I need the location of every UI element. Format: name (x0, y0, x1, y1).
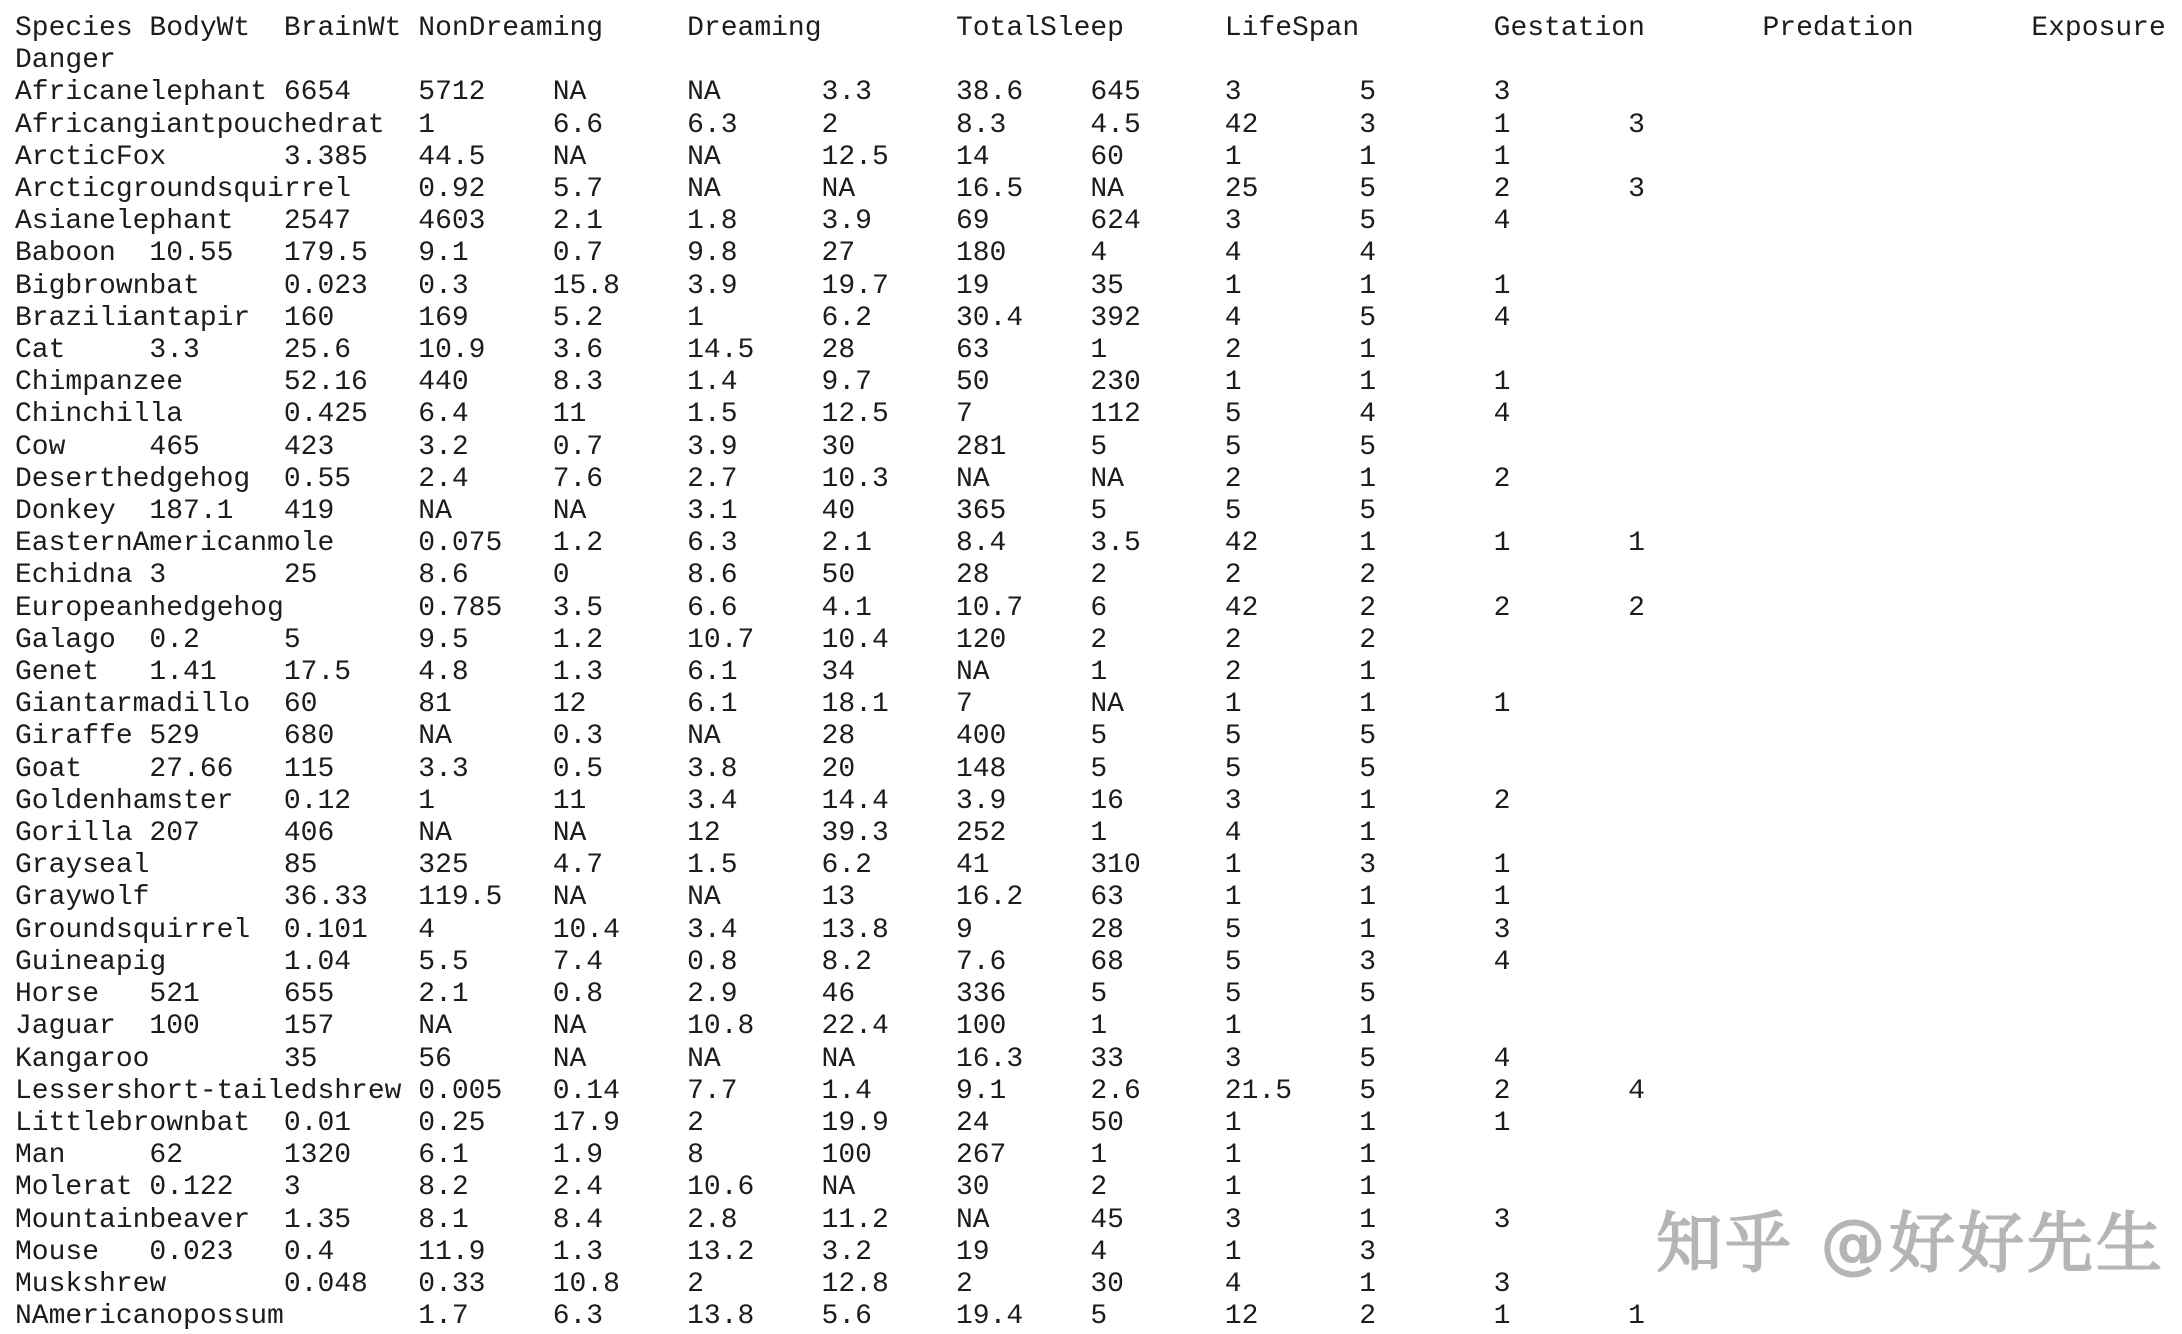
table-row: Mountainbeaver 1.35 8.1 8.4 2.8 11.2 NA 45 3 1 3 (15, 1204, 1511, 1236)
zhihu-watermark: 知乎 @好好先生 (1656, 1205, 2165, 1282)
table-row: Braziliantapir 160 169 5.2 1 6.2 30.4 392 4 5 4 (15, 302, 1511, 334)
table-row: Echidna 3 25 8.6 0 8.6 50 28 2 2 2 (15, 560, 1377, 592)
table-row: Asianelephant 2547 4603 2.1 1.8 3.9 69 624 3 5 4 (15, 206, 1511, 238)
table-row: Bigbrownbat 0.023 0.3 15.8 3.9 19.7 19 35 1 1 1 (15, 270, 1511, 302)
table-header-line-1: Species BodyWt BrainWt NonDreaming Dreaming TotalSleep LifeSpan Gestation Predation Exposure (15, 13, 2166, 44)
table-row: Cow 465 423 3.2 0.7 3.9 30 281 5 5 5 (15, 431, 1377, 463)
table-row: Deserthedgehog 0.55 2.4 7.6 2.7 10.3 NA NA 2 1 2 (15, 463, 1511, 495)
table-row: Horse 521 655 2.1 0.8 2.9 46 336 5 5 5 (15, 979, 1377, 1011)
table-row: Chinchilla 0.425 6.4 11 1.5 12.5 7 112 5 4 4 (15, 399, 1511, 431)
table-row: Africanelephant 6654 5712 NA NA 3.3 38.6 645 3 5 3 (15, 77, 1511, 109)
table-row: Molerat 0.122 3 8.2 2.4 10.6 NA 30 2 1 1 (15, 1172, 1377, 1204)
table-row: Genet 1.41 17.5 4.8 1.3 6.1 34 NA 1 2 1 (15, 657, 1377, 689)
table-row: Goat 27.66 115 3.3 0.5 3.8 20 148 5 5 5 (15, 753, 1377, 785)
table-row: Arcticgroundsquirrel 0.92 5.7 NA NA 16.5 NA 25 5 2 3 (15, 174, 1645, 206)
table-row: Man 62 1320 6.1 1.9 8 100 267 1 1 1 (15, 1140, 1377, 1172)
table-row: Muskshrew 0.048 0.33 10.8 2 12.8 2 30 4 1 3 (15, 1268, 1511, 1300)
table-row: Chimpanzee 52.16 440 8.3 1.4 9.7 50 230 1 1 1 (15, 367, 1511, 399)
table-row: Graywolf 36.33 119.5 NA NA 13 16.2 63 1 1 1 (15, 882, 1511, 914)
table-row: Baboon 10.55 179.5 9.1 0.7 9.8 27 180 4 4 4 (15, 238, 1377, 270)
table-row: Africangiantpouchedrat 1 6.6 6.3 2 8.3 4.5 42 3 1 3 (15, 109, 1645, 141)
table-row: Groundsquirrel 0.101 4 10.4 3.4 13.8 9 28 5 1 3 (15, 914, 1511, 946)
table-row: Guineapig 1.04 5.5 7.4 0.8 8.2 7.6 68 5 3 4 (15, 946, 1511, 978)
table-row: Europeanhedgehog 0.785 3.5 6.6 4.1 10.7 6 42 2 2 2 (15, 592, 1645, 624)
table-row: Littlebrownbat 0.01 0.25 17.9 2 19.9 24 50 1 1 1 (15, 1107, 1511, 1139)
table-row: Grayseal 85 325 4.7 1.5 6.2 41 310 1 3 1 (15, 850, 1511, 882)
table-row: Lessershort-tailedshrew 0.005 0.14 7.7 1.4 9.1 2.6 21.5 5 2 4 (15, 1075, 1645, 1107)
table-header-line-2: Danger (15, 45, 116, 77)
table-row: Giraffe 529 680 NA 0.3 NA 28 400 5 5 5 (15, 721, 1377, 753)
table-row: Cat 3.3 25.6 10.9 3.6 14.5 28 63 1 2 1 (15, 335, 1377, 367)
table-row: Mouse 0.023 0.4 11.9 1.3 13.2 3.2 19 4 1 3 (15, 1236, 1377, 1268)
table-row: Kangaroo 35 56 NA NA NA 16.3 33 3 5 4 (15, 1043, 1511, 1075)
table-row: EasternAmericanmole 0.075 1.2 6.3 2.1 8.4 3.5 42 1 1 1 (15, 528, 1645, 560)
table-row: Giantarmadillo 60 81 12 6.1 18.1 7 NA 1 1 1 (15, 689, 1511, 721)
table-row: Goldenhamster 0.12 1 11 3.4 14.4 3.9 16 3 1 2 (15, 785, 1511, 817)
table-row: Gorilla 207 406 NA NA 12 39.3 252 1 4 1 (15, 818, 1377, 850)
table-row: NAmericanopossum 1.7 6.3 13.8 5.6 19.4 5 12 2 1 1 (15, 1301, 1645, 1333)
table-row: Jaguar 100 157 NA NA 10.8 22.4 100 1 1 1 (15, 1011, 1377, 1043)
table-row: Galago 0.2 5 9.5 1.2 10.7 10.4 120 2 2 2 (15, 624, 1377, 656)
table-row: ArcticFox 3.385 44.5 NA NA 12.5 14 60 1 1 1 (15, 141, 1511, 173)
table-row: Donkey 187.1 419 NA NA 3.1 40 365 5 5 5 (15, 496, 1377, 528)
